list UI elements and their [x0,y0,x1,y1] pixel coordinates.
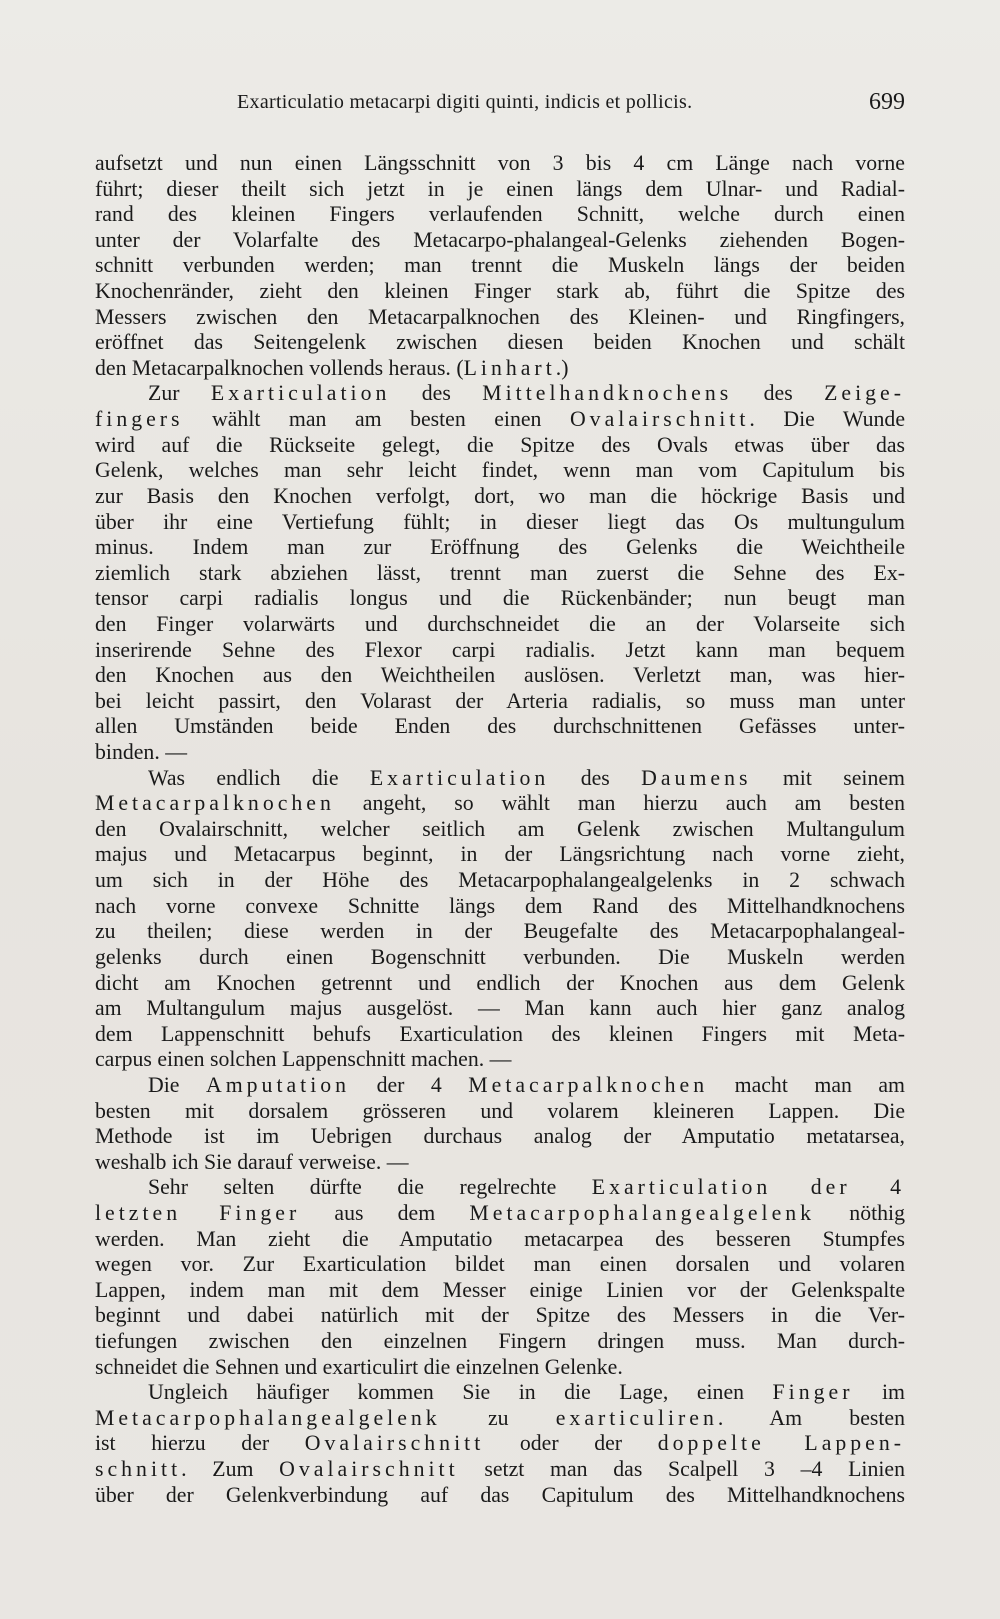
text-segment: . Zum [181,1457,280,1482]
text-segment: allen Umständen beide Enden des durchschnittenen Gefässes unter- [95,714,905,739]
text-line [95,817,905,843]
text-segment: carpus einen solchen Lappenschnitt machen. — [95,1047,512,1072]
text-segment: den Knochen aus den Weichtheilen auslösen. Verletzt man, was hier- [95,663,905,688]
text-segment: gelenks durch einen Bogenschnitt verbunden. Die Muskeln werden [95,944,905,969]
text-segment: schnitt verbunden werden; man trennt die Muskeln längs der beiden [95,253,905,278]
text-segment: über der Gelenkverbindung auf das Capitulum des Mittelhandknochens [95,1482,905,1507]
text-segment: tensor carpi radialis longus und die Rückenbänder; nun beugt man [95,586,905,611]
text-line [95,971,905,997]
text-line [95,433,905,459]
text-line [95,202,905,228]
text-line [95,151,905,177]
text-line [95,279,905,305]
text-segment: .) [555,355,569,380]
text-line [95,1406,905,1432]
text-segment: besten mit dorsalem grösseren und volarem kleineren Lappen. Die [95,1098,905,1123]
text-line [95,1355,905,1381]
text-line [95,638,905,664]
text-line [95,561,905,587]
spaced-emphasis: Ovalairschnitt [304,1431,485,1456]
text-line [95,458,905,484]
text-segment: inserirende Sehne des Flexor carpi radialis. Jetzt kann man bequem [95,637,905,662]
text-line [95,1047,905,1073]
spaced-emphasis: Finger [772,1380,854,1405]
text-line [95,586,905,612]
text-segment: über ihr eine Vertiefung fühlt; in dieser liegt das Os multungulum [95,509,905,534]
text-line [95,1201,905,1227]
text-line [95,1022,905,1048]
text-line [95,177,905,203]
text-line [95,1252,905,1278]
text-segment: Sehr selten dürfte die regelrechte [148,1175,592,1200]
text-segment: angeht, so wählt man hierzu auch am besten [334,791,905,816]
text-line [95,1278,905,1304]
text-segment: um sich in der Höhe des Metacarpophalangealgelenks in 2 schwach [95,868,905,893]
text-line [95,1124,905,1150]
text-segment: minus. Indem man zur Eröffnung des Gelenks die Weichtheile [95,535,905,560]
text-segment: zur Basis den Knochen verfolgt, dort, wo man die höckrige Basis und [95,483,905,508]
text-line [95,1380,905,1406]
spaced-emphasis: schnitt [95,1457,182,1482]
text-line [95,1175,905,1201]
text-segment: zu [440,1405,556,1430]
text-segment: wählt man am besten einen [183,407,570,432]
text-line [95,381,905,407]
text-line [95,1457,905,1483]
text-segment: ist hierzu der [95,1431,305,1456]
spaced-emphasis: exarticuliren [555,1405,718,1430]
text-line [95,945,905,971]
text-segment: dem Lappenschnitt behufs Exarticulation des kleinen Fingers mit Meta- [95,1021,905,1046]
text-segment: am Multangulum majus ausgelöst. — Man kann auch hier ganz analog [95,996,905,1021]
spaced-emphasis: Daumens [641,765,752,790]
text-segment: oder der [484,1431,658,1456]
text-line [95,740,905,766]
text-segment: Methode ist im Uebrigen durchaus analog der Amputatio metatarsea, [95,1124,905,1149]
text-segment: Messers zwischen den Metacarpalknochen des Kleinen- und Ringfingers, [95,304,905,329]
spaced-emphasis: Metacarpalknochen [468,1072,709,1097]
text-line [95,996,905,1022]
text-line [95,1227,905,1253]
text-segment: dicht am Knochen getrennt und endlich der Knochen aus dem Gelenk [95,970,905,995]
text-segment: . Die Wunde [749,407,905,432]
text-line [95,535,905,561]
text-segment: des [732,381,825,406]
spaced-emphasis: Zeige- [824,381,905,406]
spaced-emphasis: letzten Finger [95,1200,301,1225]
text-segment: der 4 [350,1072,469,1097]
spaced-emphasis: Metacarpophalangealgelenk [469,1200,816,1225]
text-segment: mit seinem [751,765,905,790]
spaced-emphasis: doppelte Lappen- [657,1431,906,1456]
text-line [95,305,905,331]
spaced-emphasis: Exarticulation der 4 [591,1175,905,1200]
text-segment: den Metacarpalknochen vollends heraus. ( [95,355,464,380]
text-line [95,689,905,715]
text-segment: ziemlich stark abziehen lässt, trennt man zuerst die Sehne des Ex- [95,560,905,585]
spaced-emphasis: Metacarpophalangealgelenk [95,1405,441,1430]
text-line [95,894,905,920]
text-segment: wird auf die Rückseite gelegt, die Spitze des Ovals etwas über das [95,432,905,457]
spaced-emphasis: Metacarpalknochen [95,791,335,816]
text-segment: binden. — [95,740,188,765]
text-segment: schneidet die Sehnen und exarticulirt die einzelnen Gelenke. [95,1354,623,1379]
text-segment: Zur [148,381,211,406]
text-segment: nöthig [815,1200,905,1225]
spaced-emphasis: fingers [95,407,184,432]
page-number: 699 [869,89,905,115]
text-segment: Knochenränder, zieht den kleinen Finger stark ab, führt die Spitze des [95,279,905,304]
spaced-emphasis: Mittelhandknochens [482,381,733,406]
text-line [95,663,905,689]
text-segment: des [390,381,483,406]
spaced-emphasis: Exarticulation [369,765,550,790]
text-line [95,868,905,894]
text-line [95,253,905,279]
text-line [95,484,905,510]
text-segment: rand des kleinen Fingers verlaufenden Schnitt, welche durch einen [95,202,905,227]
text-line [95,1073,905,1099]
text-segment: wegen vor. Zur Exarticulation bildet man einen dorsalen und volaren [95,1252,905,1277]
spaced-emphasis: Linhart [463,355,556,380]
text-segment: macht man am [708,1072,905,1097]
text-segment: tiefungen zwischen den einzelnen Fingern dringen muss. Man durch- [95,1329,905,1354]
text-line [95,1431,905,1457]
text-line [95,842,905,868]
text-segment: nach vorne convexe Schnitte längs dem Rand des Mittelhandknochens [95,893,905,918]
text-line [95,1483,905,1509]
text-segment: setzt man das Scalpell 3 –4 Linien [458,1457,905,1482]
spaced-emphasis: Amputation [205,1072,351,1097]
text-segment: unter der Volarfalte des Metacarpo-phalangeal-Gelenks ziehenden Bogen- [95,227,905,252]
text-segment: den Finger volarwärts und durchschneidet die an der Volarseite sich [95,611,905,636]
text-line [95,714,905,740]
text-segment: Ungleich häufiger kommen Sie in die Lage, einen [148,1380,773,1405]
text-line [95,791,905,817]
text-segment: im [853,1380,905,1405]
text-segment: . Am besten [717,1405,905,1430]
text-line [95,407,905,433]
text-segment: Gelenk, welches man sehr leicht findet, wenn man vom Capitulum bis [95,458,905,483]
text-line [95,1303,905,1329]
text-segment: weshalb ich Sie darauf verweise. — [95,1149,409,1174]
text-segment: Was endlich die [148,765,370,790]
text-segment: den Ovalairschnitt, welcher seitlich am Gelenk zwischen Multangulum [95,816,905,841]
text-line [95,919,905,945]
spaced-emphasis: Ovalairschnitt [279,1457,459,1482]
text-segment: eröffnet das Seitengelenk zwischen diesen beiden Knochen und schält [95,330,905,355]
running-title: Exarticulatio metacarpi digiti quinti, indicis et pollicis. [237,91,693,113]
text-segment: bei leicht passirt, den Volarast der Arteria radialis, so muss man unter [95,688,905,713]
text-line [95,1329,905,1355]
text-line [95,356,905,382]
text-segment: aus dem [300,1200,470,1225]
text-segment: beginnt und dabei natürlich mit der Spitze des Messers in die Ver- [95,1303,905,1328]
spaced-emphasis: Ovalairschnitt [569,407,750,432]
text-line [95,510,905,536]
text-segment: zu theilen; diese werden in der Beugefalte des Metacarpophalangeal- [95,919,905,944]
text-line [95,1099,905,1125]
text-line [95,766,905,792]
text-segment: werden. Man zieht die Amputatio metacarpea des besseren Stumpfes [95,1226,905,1251]
text-segment: des [549,765,642,790]
text-line [95,1150,905,1176]
body-text [95,151,905,1508]
text-line [95,612,905,638]
text-segment: aufsetzt und nun einen Längsschnitt von 3 bis 4 cm Länge nach vorne [95,151,905,175]
text-segment: Die [148,1072,206,1097]
text-line [95,330,905,356]
text-segment: majus und Metacarpus beginnt, in der Längsrichtung nach vorne zieht, [95,842,905,867]
text-segment: Lappen, indem man mit dem Messer einige Linien vor der Gelenkspalte [95,1277,905,1302]
text-line [95,228,905,254]
spaced-emphasis: Exarticulation [210,381,391,406]
text-segment: führt; dieser theilt sich jetzt in je einen längs dem Ulnar- und Radial- [95,176,905,201]
